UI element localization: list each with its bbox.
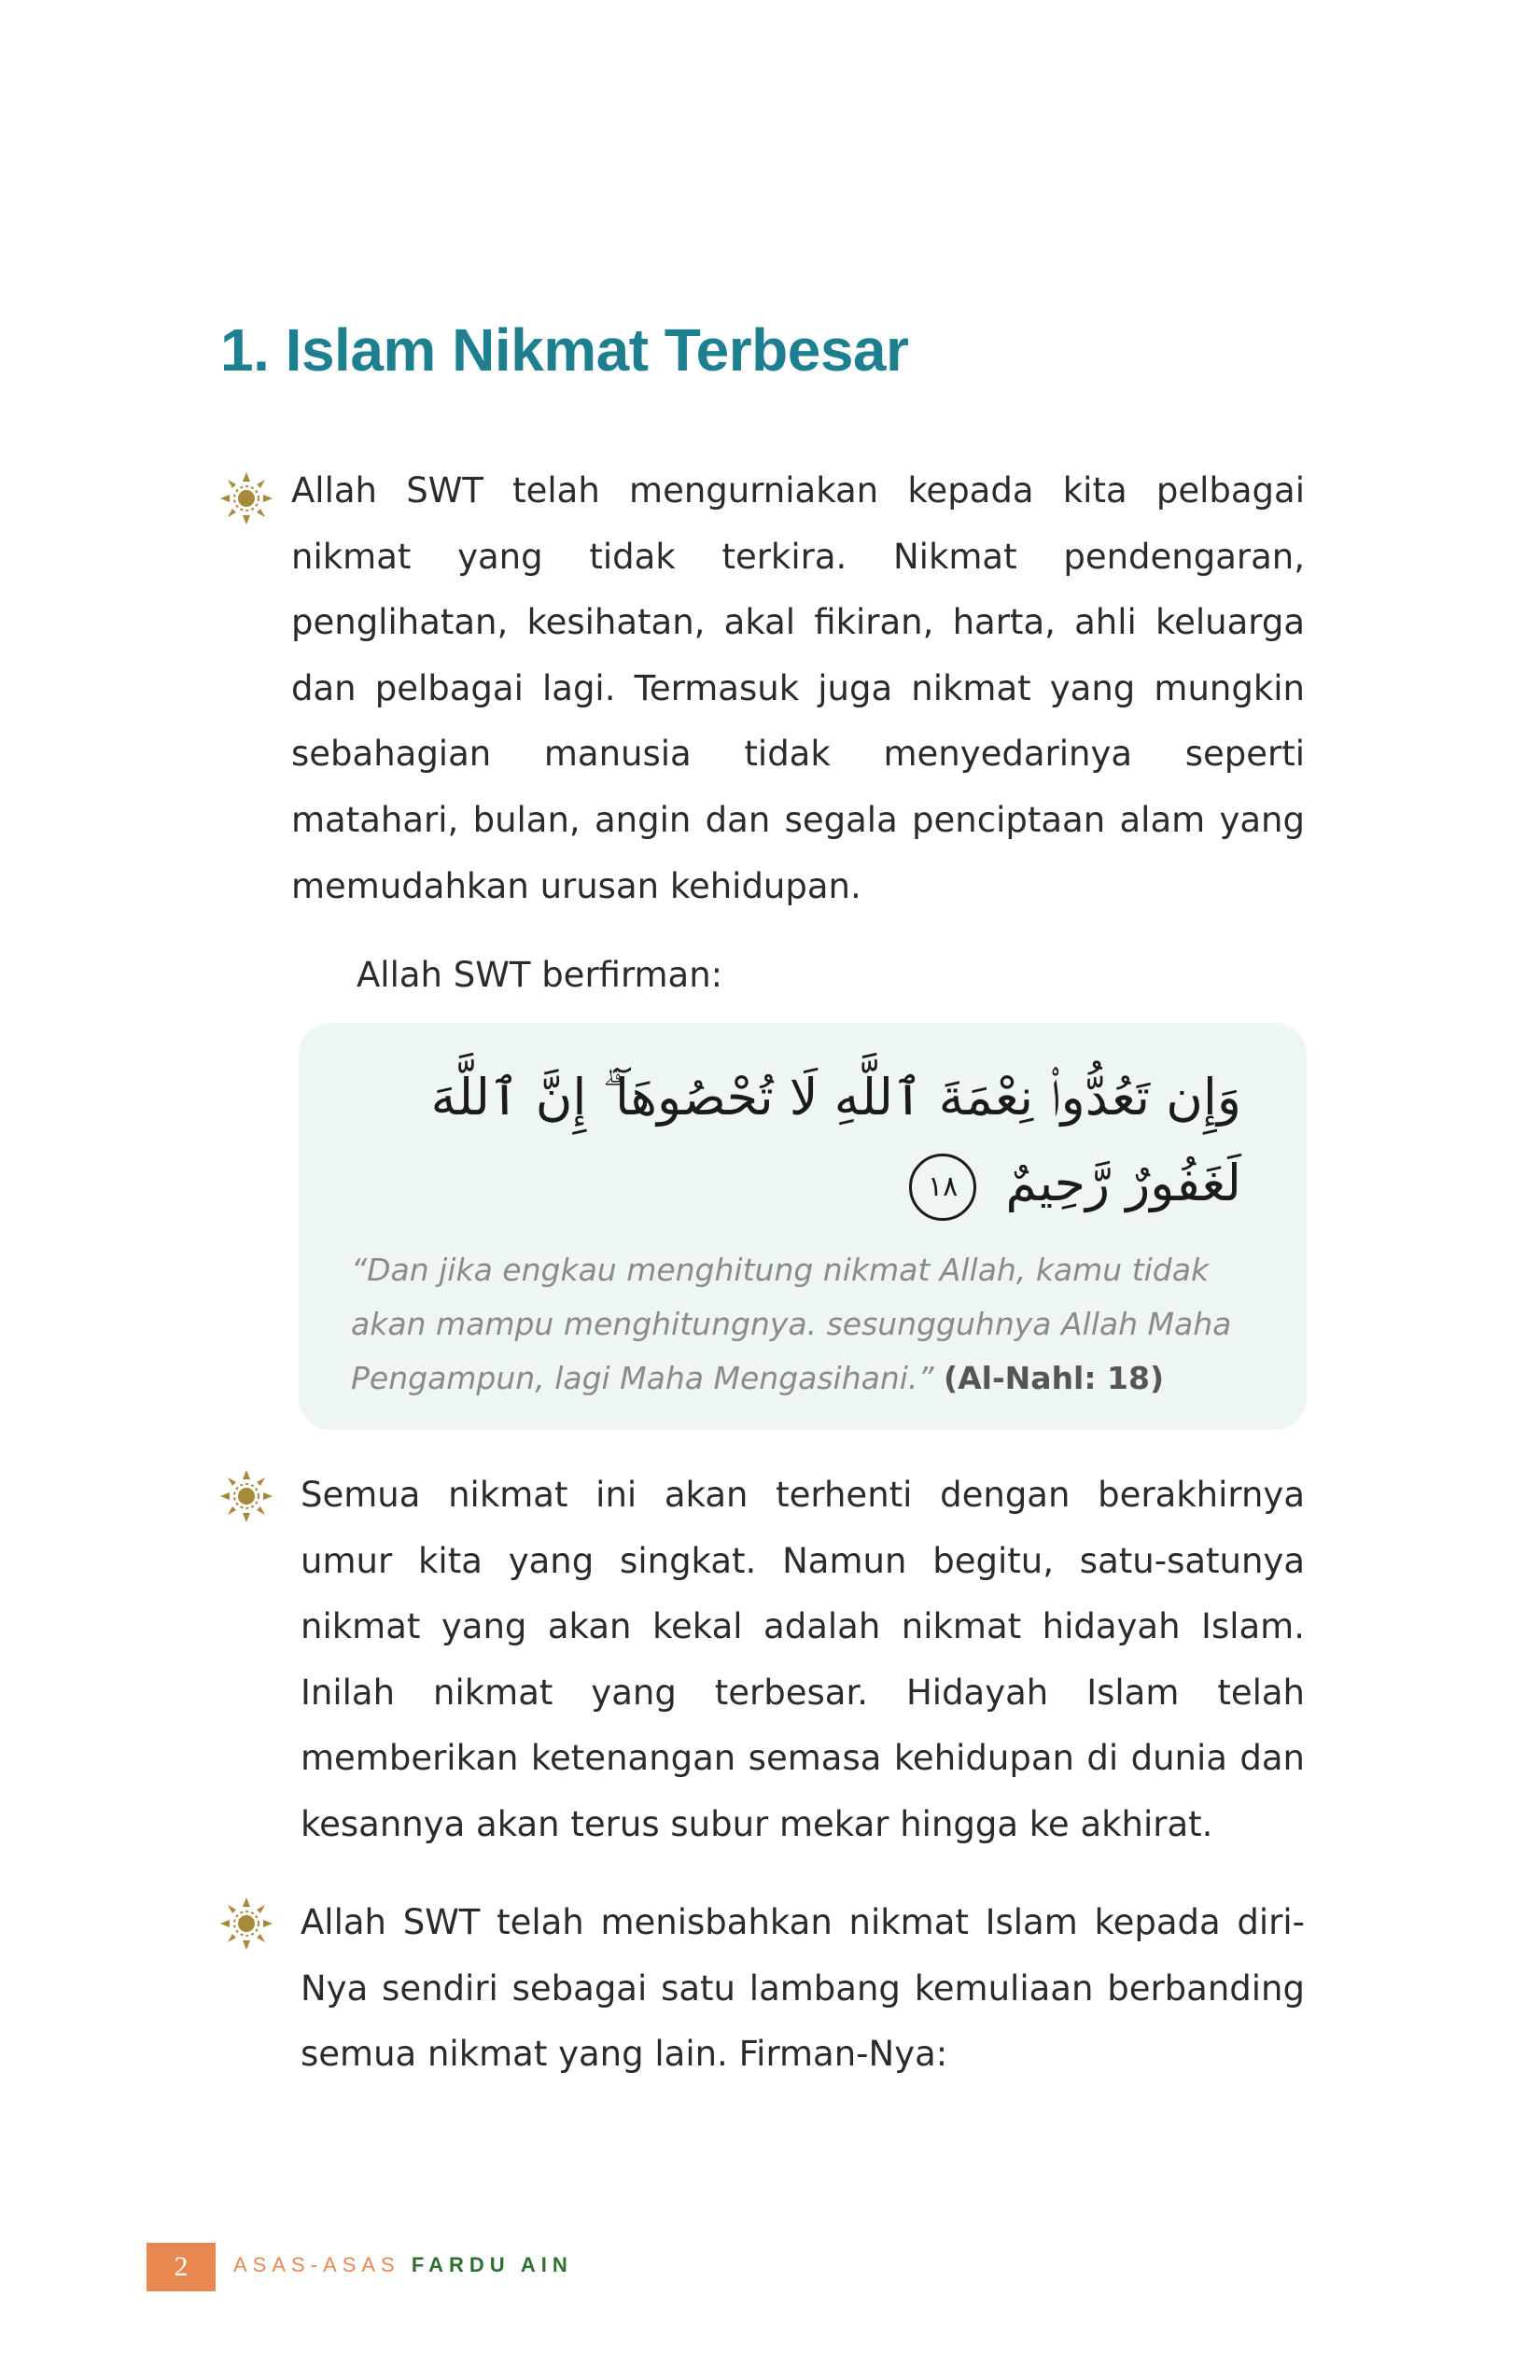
- translation-text: “Dan jika engkau menghitung nikmat Allah, kamu tidak akan mampu menghitungnya. sesungguhnya Allah Maha Pengampun, lagi Maha Mengasihani.”: [351, 1252, 1232, 1396]
- section-heading: 1. Islam Nikmat Terbesar: [220, 316, 909, 384]
- book-title-part2: FARDU AIN: [411, 2253, 573, 2276]
- ornament-bullet-icon: [218, 1896, 274, 1952]
- paragraph-1: Allah SWT telah mengurniakan kepada kita pelbagai nikmat yang tidak terkira. Nikmat pendengaran, penglihatan, kesihatan, akal fikiran, harta, ahli keluarga dan pelbagai lagi. Termasuk juga nikmat yang mungkin sebahagian manusia tidak menyedarinya seperti matahari, bulan, angin dan segala penciptaan alam yang memudahkan urusan kehidupan.: [291, 470, 1305, 906]
- quote-intro: Allah SWT berfirman:: [357, 955, 723, 995]
- book-title-part1: ASAS-ASAS: [233, 2253, 400, 2276]
- ornament-bullet-icon: [218, 1468, 274, 1524]
- paragraph-3: Allah SWT telah menisbahkan nikmat Islam kepada diri-Nya sendiri sebagai satu lambang kemuliaan berbanding semua nikmat yang lain. Firman-Nya:: [301, 1902, 1305, 2075]
- verse-reference: (Al-Nahl: 18): [944, 1360, 1165, 1396]
- arabic-text: وَإِن تَعُدُّوا۟ نِعْمَةَ ٱللَّهِ لَا تُحْصُوهَآ ۗ إِنَّ ٱللَّهَ لَغَفُورٌ رَّحِيمٌ: [430, 1068, 1241, 1212]
- quran-quote-box: [299, 1023, 1307, 1430]
- ayah-number: ١٨: [909, 1154, 976, 1221]
- ornament-bullet-icon: [218, 470, 274, 526]
- arabic-verse: [336, 1055, 1241, 1226]
- paragraph-2: Semua nikmat ini akan terhenti dengan berakhirnya umur kita yang singkat. Namun begitu, satu-satunya nikmat yang akan kekal adalah nikmat hidayah Islam. Inilah nikmat yang terbesar. Hidayah Islam telah memberikan ketenangan semasa kehidupan di dunia dan kesannya akan terus subur mekar hingga ke akhirat.: [301, 1475, 1305, 1844]
- verse-translation: [351, 1243, 1251, 1406]
- page-number: 2: [147, 2243, 216, 2291]
- book-title: [233, 2253, 573, 2277]
